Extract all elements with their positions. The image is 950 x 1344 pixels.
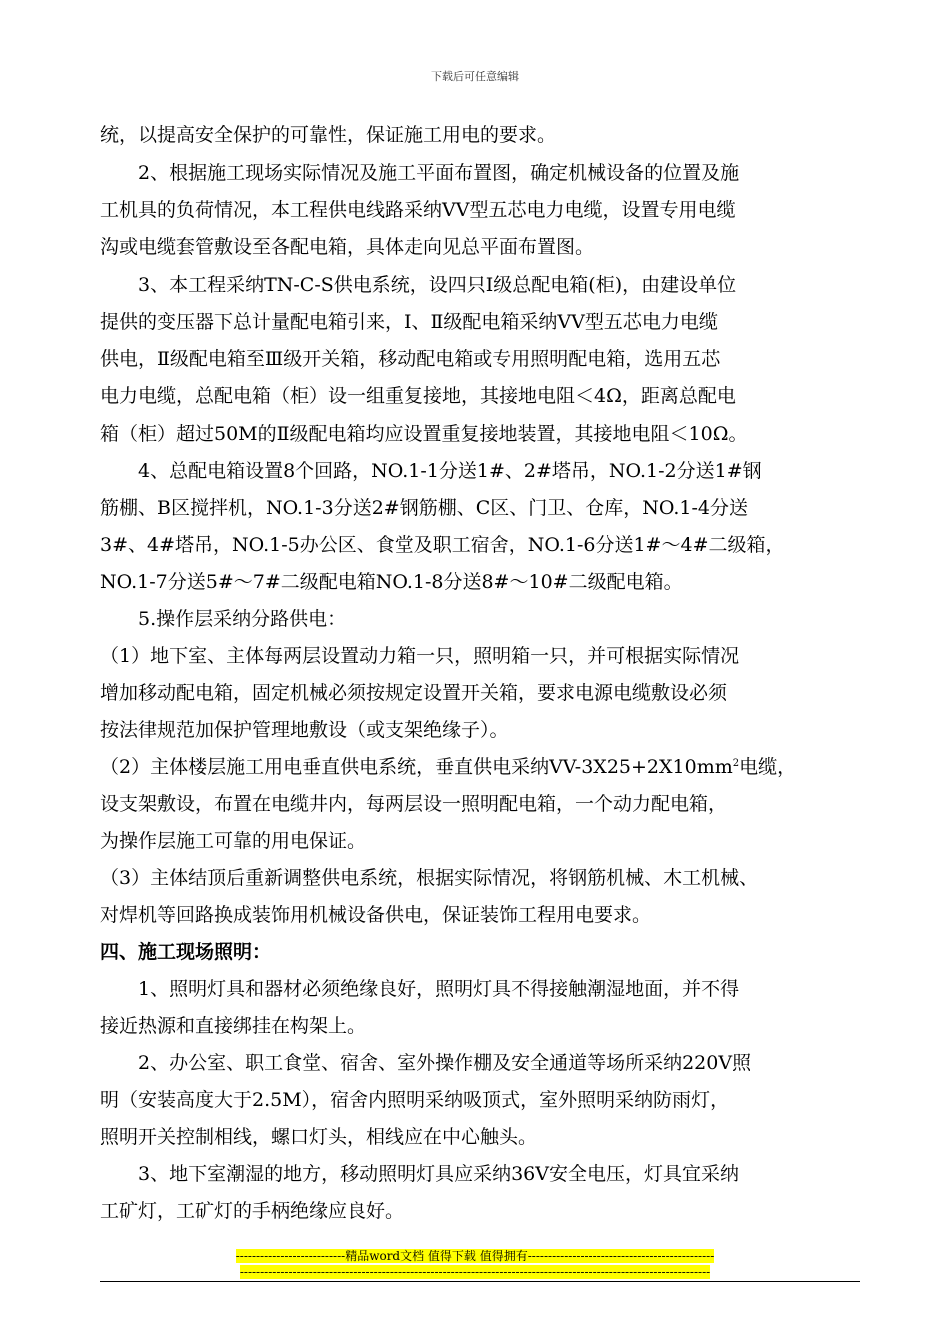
page-header: 下载后可任意编辑 (431, 70, 519, 83)
footer-rule (100, 1281, 860, 1282)
paragraph-line: 3、地下室潮湿的地方，移动照明灯具应采纳36V安全电压，灯具宜采纳 (100, 1163, 739, 1185)
paragraph-line: NO.1-7分送5#～7#二级配电箱NO.1-8分送8#～10#二级配电箱。 (100, 571, 683, 593)
paragraph-line: 4、总配电箱设置8个回路，NO.1-1分送1#、2#塔吊，NO.1-2分送1#钢 (100, 460, 762, 482)
paragraph-line: 照明开关控制相线，螺口灯头，相线应在中心触头。 (100, 1126, 538, 1148)
paragraph-line: 筋棚、B区搅拌机，NO.1-3分送2#钢筋棚、C区、门卫、仓库，NO.1-4分送 (100, 497, 748, 519)
paragraph-line: 明（安装高度大于2.5M），宿舍内照明采纳吸顶式，室外照明采纳防雨灯， (100, 1089, 730, 1111)
paragraph-line: 对焊机等回路换成装饰用机械设备供电，保证装饰工程用电要求。 (100, 904, 652, 926)
paragraph-line: 箱（柜）超过50M的Ⅱ级配电箱均应设置重复接地装置，其接地电阻＜10Ω。 (100, 423, 748, 445)
footer-banner (0, 1249, 950, 1263)
paragraph-line: 3、本工程采纳TN-C-S供电系统，设四只Ⅰ级总配电箱(柜)，由建设单位 (100, 274, 737, 296)
paragraph-line: 工机具的负荷情况，本工程供电线路采纳VV型五芯电力电缆，设置专用电缆 (100, 199, 736, 221)
paragraph-line: 电力电缆，总配电箱（柜）设一组重复接地，其接地电阻＜4Ω，距离总配电 (100, 385, 736, 407)
paragraph-line-superscript (100, 754, 796, 780)
paragraph-line: （1）地下室、主体每两层设置动力箱一只，照明箱一只，并可根据实际情况 (100, 645, 740, 667)
paragraph-line: 增加移动配电箱，固定机械必须按规定设置开关箱，要求电源电缆敷设必须 (100, 682, 728, 704)
paragraph-line: 设支架敷设，布置在电缆井内，每两层设一照明配电箱，一个动力配电箱， (100, 793, 728, 815)
paragraph-line: 2、办公室、职工食堂、宿舍、室外操作棚及安全通道等场所采纳220V照 (100, 1052, 752, 1074)
line-text-after: 电缆， (739, 756, 797, 778)
paragraph-line: （3）主体结顶后重新调整供电系统，根据实际情况，将钢筋机械、木工机械、 (100, 867, 759, 889)
paragraph-line: 5.操作层采纳分路供电： (100, 608, 347, 630)
footer-dashes (0, 1265, 950, 1279)
paragraph-line: 2、根据施工现场实际情况及施工平面布置图，确定机械设备的位置及施 (100, 162, 740, 184)
footer-line-2: -------------------------------------------------------------------------------------------------------------------- (239, 1265, 711, 1279)
line-text-before: （2）主体楼层施工用电垂直供电系统，垂直供电采纳VV-3X25+2X10mm (100, 756, 733, 778)
paragraph-line: 统，以提高安全保护的可靠性，保证施工用电的要求。 (100, 124, 557, 146)
paragraph-line: 工矿灯，工矿灯的手柄绝缘应良好。 (100, 1200, 405, 1222)
paragraph-line: 按法律规范加保护管理地敷设（或支架绝缘子）。 (100, 719, 509, 741)
superscript-two: 2 (732, 758, 740, 769)
paragraph-line: 接近热源和直接绑挂在构架上。 (100, 1015, 367, 1037)
footer-line-1: ---------------------------精品word文档 值得下载 值得拥有---------------------------------------------- (235, 1249, 715, 1263)
paragraph-line: 3#、4#塔吊，NO.1-5办公区、食堂及职工宿舍，NO.1-6分送1#～4#二级箱， (100, 534, 785, 556)
paragraph-line: 为操作层施工可靠的用电保证。 (100, 830, 367, 852)
paragraph-line: 提供的变压器下总计量配电箱引来，Ⅰ、Ⅱ级配电箱采纳VV型五芯电力电缆 (100, 311, 718, 333)
paragraph-line: 沟或电缆套管敷设至各配电箱，具体走向见总平面布置图。 (100, 236, 595, 258)
section-heading: 四、施工现场照明： (100, 941, 272, 963)
paragraph-line: 1、照明灯具和器材必须绝缘良好，照明灯具不得接触潮湿地面，并不得 (100, 978, 740, 1000)
paragraph-line: 供电，Ⅱ级配电箱至Ⅲ级开关箱，移动配电箱或专用照明配电箱，选用五芯 (100, 348, 721, 370)
